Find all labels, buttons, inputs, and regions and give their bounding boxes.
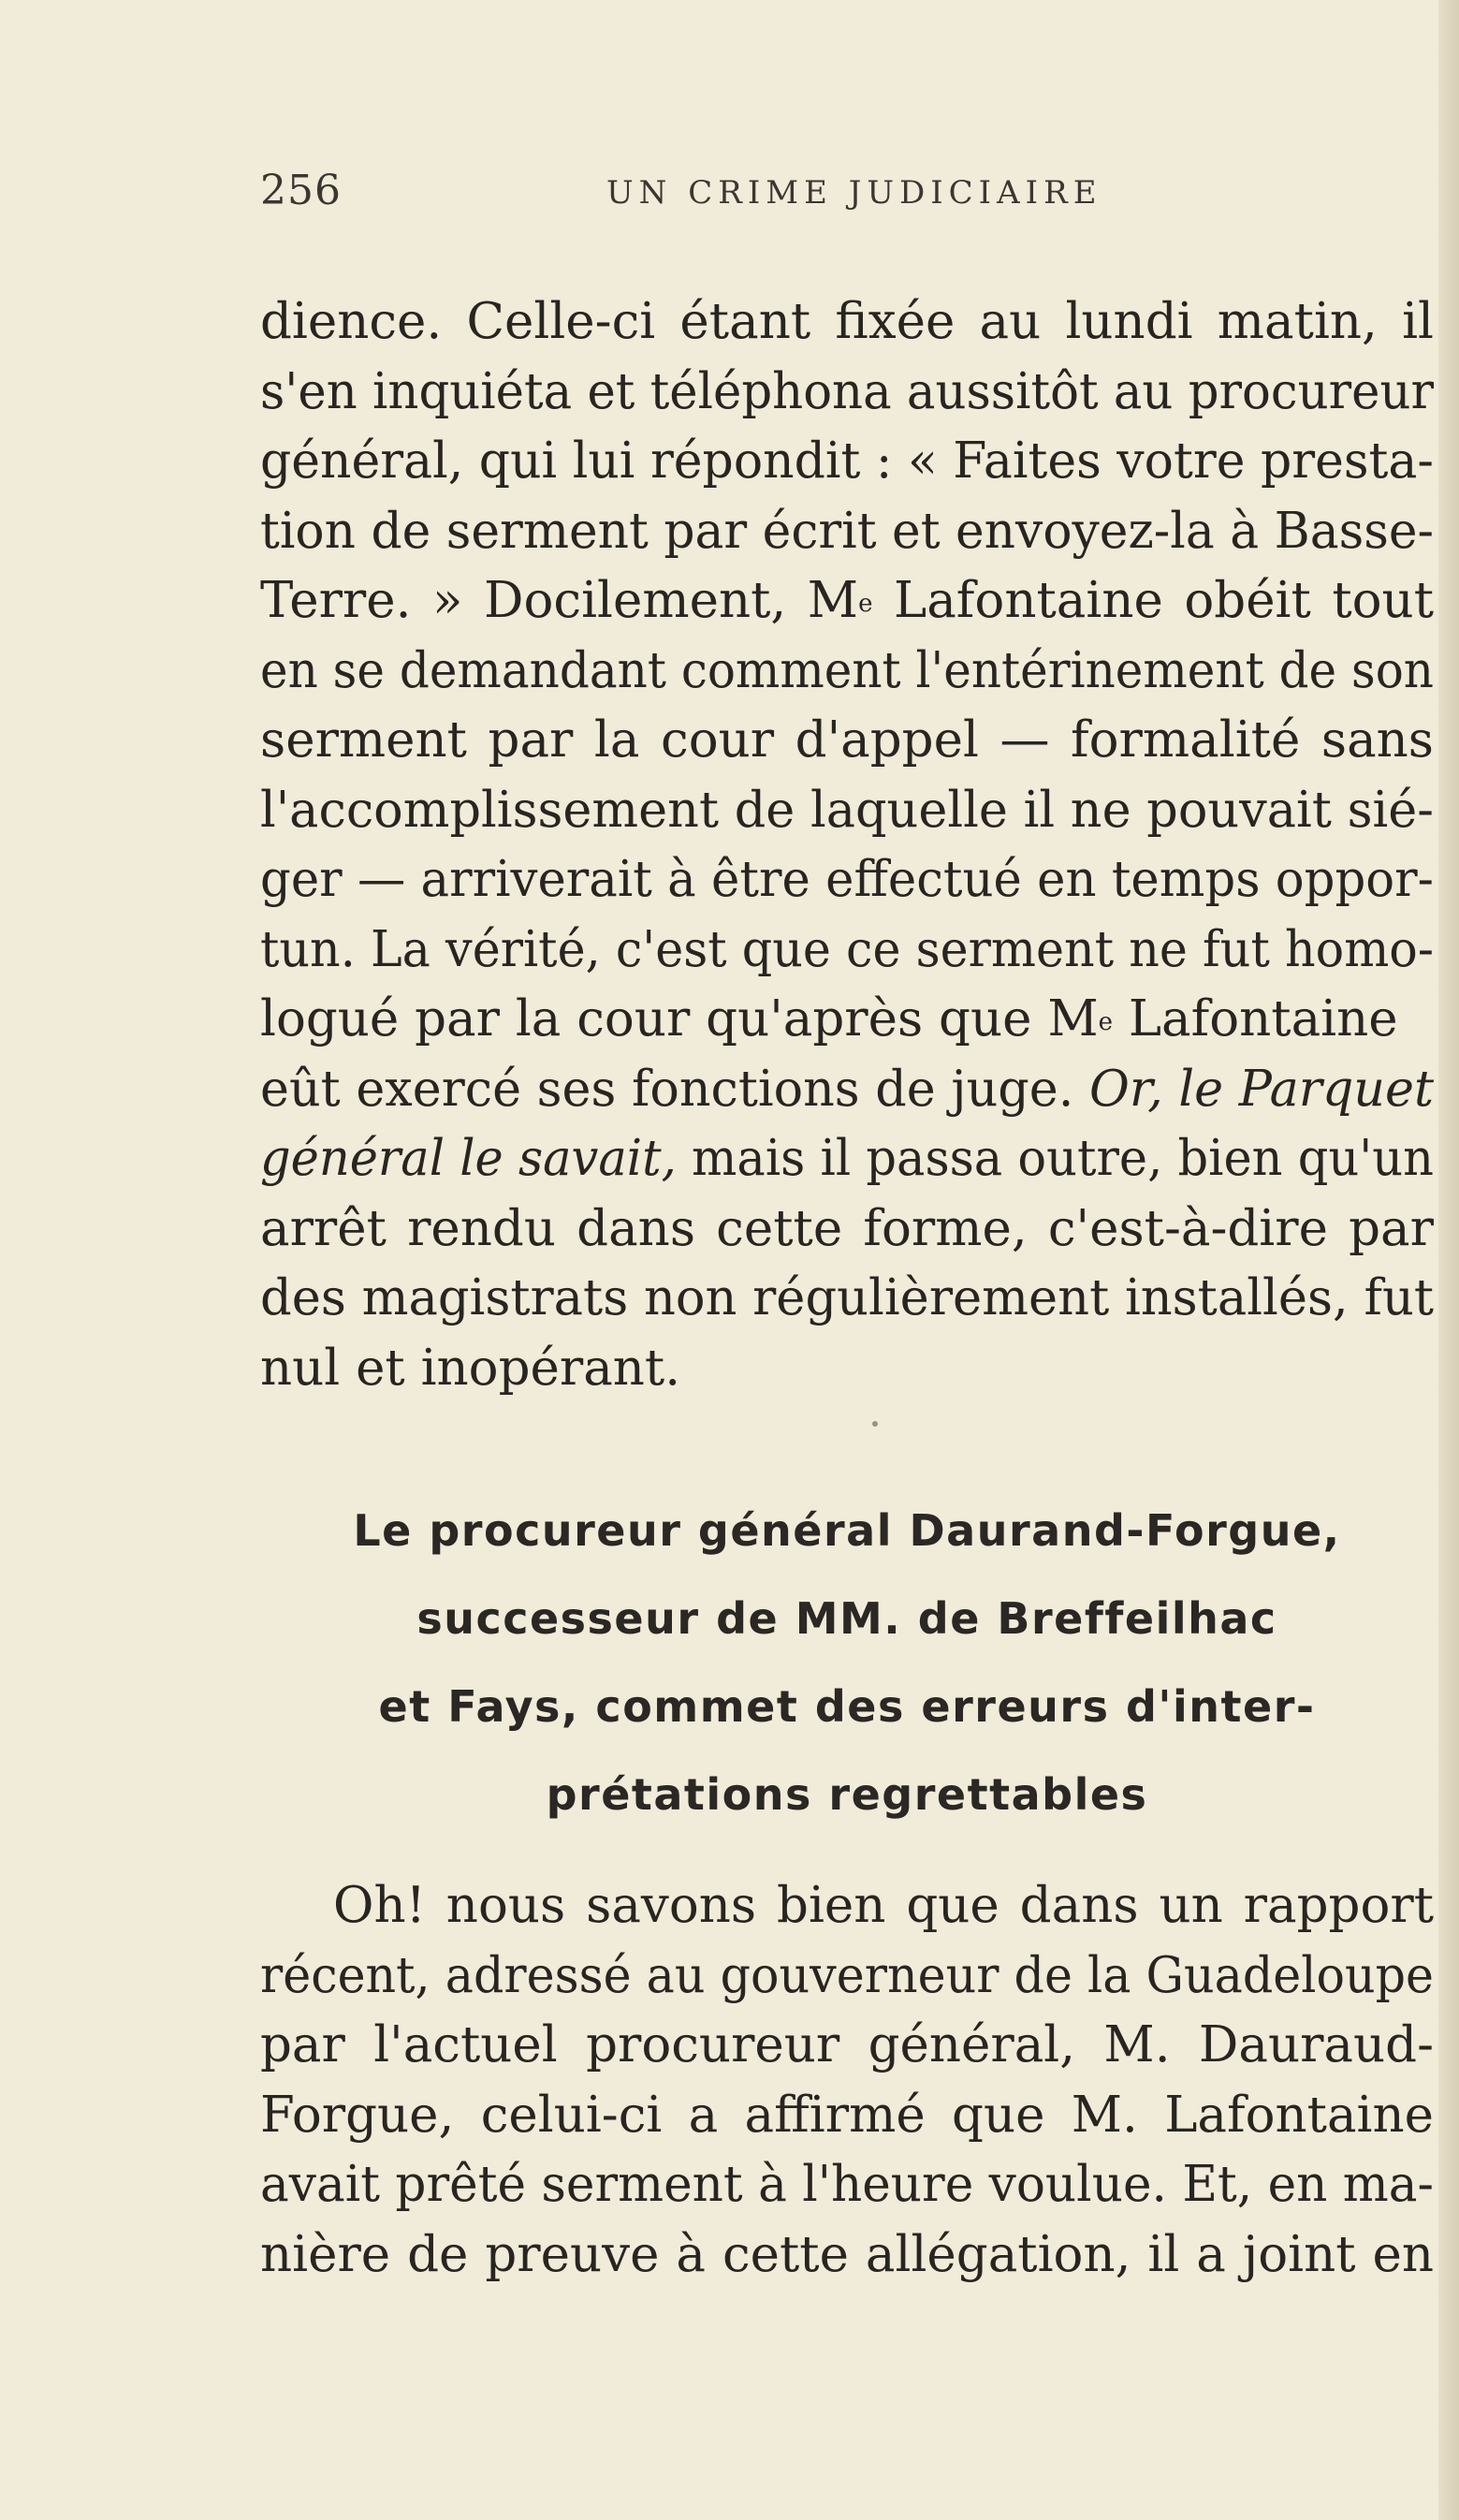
superscript: e [858, 590, 873, 618]
heading-line: et Fays, commet des erreurs d'inter- [378, 1681, 1316, 1732]
text-line: s'en inquiéta et téléphona aussitôt au procureur [260, 362, 1434, 420]
text-line [260, 1124, 1434, 1194]
text-line: Forgue, celui-ci a affirmé que M. Lafontaine [260, 2086, 1434, 2144]
heading-line: Le procureur général Daurand-Forgue, [353, 1505, 1341, 1556]
heading-line: prétations regrettables [546, 1769, 1148, 1820]
text-fragment: mais il passa outre, bien qu'un [676, 1130, 1434, 1187]
heading-line: successeur de MM. de Breffeilhac [416, 1593, 1277, 1644]
text-line: tion de serment par écrit et envoyez-la à Basse- [260, 502, 1434, 560]
text-fragment: Lafontaine [1112, 990, 1398, 1048]
text-line: par l'actuel procureur général, M. Dauraud- [260, 2016, 1434, 2073]
superscript: e [1098, 1008, 1113, 1036]
text-line: arrêt rendu dans cette forme, c'est-à-dire par [260, 1199, 1434, 1257]
page-edge [1438, 0, 1459, 2520]
text-fragment: Lafontaine obéit tout [872, 572, 1434, 629]
text-line [260, 566, 1434, 637]
text-line: Oh! nous savons bien que dans un rapport [333, 1877, 1434, 1934]
text-line: nière de preuve à cette allégation, il a joint en [260, 2225, 1434, 2283]
text-line: l'accomplissement de laquelle il ne pouvait sié- [260, 781, 1434, 839]
text-fragment: Terre. » Docilement, M [260, 572, 859, 629]
italic-text: général le savait, [260, 1130, 677, 1187]
text-line: nul et inopérant. [260, 1339, 681, 1397]
paragraph-2 [260, 1871, 1434, 2290]
text-line: des magistrats non régulièrement installés, fut [260, 1269, 1434, 1326]
paragraph-1 [260, 287, 1434, 1403]
text-line: ger — arriverait à être effectué en temps oppor- [260, 851, 1434, 908]
text-line [260, 1055, 1434, 1125]
text-line: en se demandant comment l'entérinement de son [260, 641, 1434, 699]
text-line [260, 985, 1434, 1055]
text-line: tun. La vérité, c'est que ce serment ne fut homo- [260, 920, 1434, 978]
section-heading [260, 1487, 1434, 1839]
text-line: général, qui lui répondit : « Faites votre presta- [260, 432, 1434, 490]
text-line: dience. Celle-ci étant fixée au lundi matin, il [260, 293, 1434, 350]
text-fragment: eût exercé ses fonctions de juge. [260, 1060, 1090, 1118]
running-header [260, 167, 1439, 223]
page-number: 256 [260, 167, 342, 214]
running-title: UN CRIME JUDICIAIRE [606, 174, 1102, 212]
italic-text: Or, le Parquet [1089, 1060, 1434, 1118]
text-fragment: logué par la cour qu'après que M [260, 990, 1099, 1048]
text-line: avait prêté serment à l'heure voulue. Et, en ma- [260, 2156, 1434, 2213]
text-line: récent, adressé au gouverneur de la Guadeloupe [260, 1946, 1434, 2004]
text-line: serment par la cour d'appel — formalité sans [260, 711, 1434, 769]
paper-spot [872, 1421, 878, 1427]
